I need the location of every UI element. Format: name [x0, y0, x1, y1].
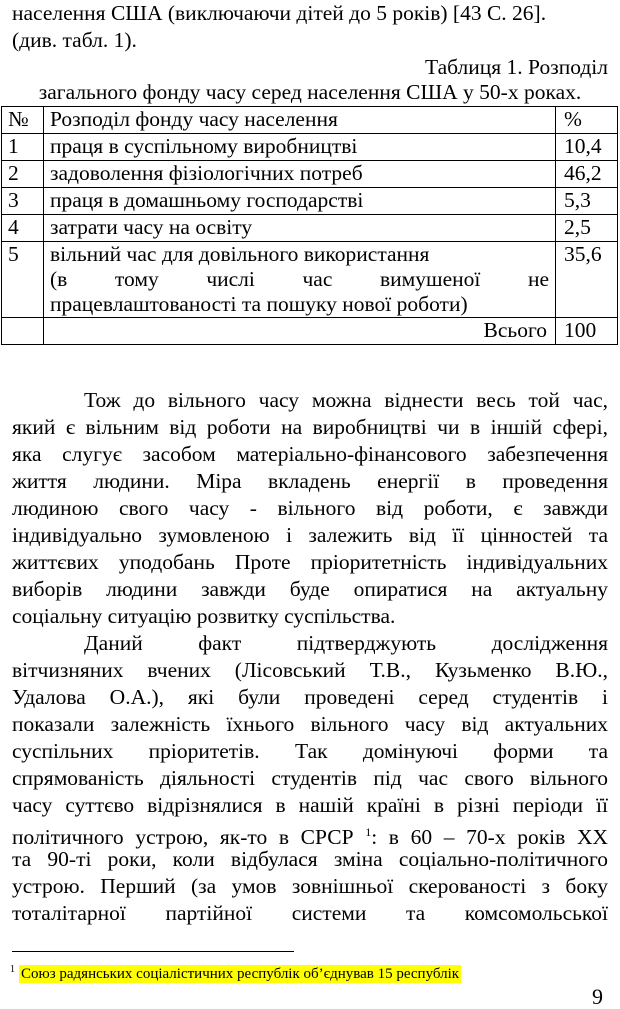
- paragraph-line: устрою. Перший (за умов зовнішньої скерованості з боку: [12, 874, 608, 898]
- paragraph-line: виборів людини завжди буде опиратися на актуальну: [12, 577, 608, 601]
- table-row: [2, 188, 618, 215]
- paragraph-line: тоталітарної партійної системи та комсомольської: [12, 901, 608, 925]
- row-label: праця в суспільному виробництві: [44, 134, 556, 161]
- paragraph-line: часу суттєво відрізнялися в нашій країні в різні періоди її: [12, 793, 608, 817]
- row-label: [44, 242, 556, 318]
- text-line: населення США (виключаючи дітей до 5 років) [43 С. 26].: [12, 1, 547, 25]
- row-label-line: (в тому числі час вимушеної не: [50, 267, 549, 291]
- page-number: 9: [592, 984, 603, 1009]
- paragraph-line: показали залежність їхнього вільного часу від актуальних: [12, 712, 608, 736]
- paragraph-line: індивідуально зумовленою і залежить від її цінностей та: [12, 523, 608, 547]
- row-label: задоволення фізіологічних потреб: [44, 161, 556, 188]
- paragraph-line: який є вільним від роботи на виробництві чи в іншій сфері,: [12, 415, 608, 439]
- paragraph-line: Удалова О.А.), які були проведені серед студентів і: [12, 685, 608, 709]
- table-caption-subtitle: загального фонду часу серед населення США у 50-х роках.: [38, 80, 582, 104]
- footnote-reference[interactable]: 1: [365, 825, 372, 839]
- paragraph-line: спрямованість діяльності студентів під час свого вільного: [12, 766, 608, 790]
- table-total-row: [2, 318, 618, 345]
- text-line: (див. табл. 1).: [12, 28, 137, 52]
- total-label: Всього: [44, 318, 556, 345]
- row-number: 2: [2, 161, 44, 188]
- table-row: [2, 215, 618, 242]
- row-label-line: вільний час для довільного використання: [50, 242, 430, 266]
- row-label: затрати часу на освіту: [44, 215, 556, 242]
- row-number: 5: [2, 242, 44, 318]
- row-percent: 35,6: [556, 242, 618, 318]
- paragraph-line: життєвих уподобань Проте пріоритетність індивідуальних: [12, 550, 608, 574]
- row-percent: 46,2: [556, 161, 618, 188]
- row-label: праця в домашньому господарстві: [44, 188, 556, 215]
- header-distribution: Розподіл фонду часу населення: [44, 107, 556, 134]
- text-fragment: : в 60 – 70-х років XX: [371, 825, 608, 849]
- paragraph-line: вітчизняних вчених (Лісовський Т.В., Кузьменко В.Ю.,: [12, 658, 608, 682]
- paragraph-line: соціальну ситуацію розвитку суспільства.: [12, 604, 396, 628]
- row-number: 1: [2, 134, 44, 161]
- header-percent: %: [556, 107, 618, 134]
- row-percent: 10,4: [556, 134, 618, 161]
- table-header-row: [2, 107, 618, 134]
- footnote-text: Союз радянських соціалістичних республік об’єднував 15 республік: [21, 966, 460, 982]
- total-value: 100: [556, 318, 618, 345]
- row-number: 4: [2, 215, 44, 242]
- footnote-separator: [12, 951, 294, 952]
- row-percent: 5,3: [556, 188, 618, 215]
- table-row: [2, 242, 618, 318]
- table-row: [2, 134, 618, 161]
- paragraph-line: суспільних пріоритетів. Так домінуючі форми та: [12, 739, 608, 763]
- header-number: №: [2, 107, 44, 134]
- table-row: [2, 161, 618, 188]
- time-distribution-table: [1, 106, 618, 345]
- text-fragment: політичного устрою, як-то в СРСР: [12, 825, 366, 849]
- paragraph-line: яка слугує засобом матеріально-фінансового забезпечення: [12, 442, 608, 466]
- row-percent: 2,5: [556, 215, 618, 242]
- total-empty-cell: [2, 318, 44, 345]
- row-number: 3: [2, 188, 44, 215]
- footnote: [10, 960, 461, 984]
- paragraph-line: людиною свого часу - вільного від роботи, є завжди: [12, 496, 608, 520]
- paragraph-line: та 90-ті роки, коли відбулася зміна соціально-політичного: [12, 847, 608, 871]
- paragraph-line: Даний факт підтверджують дослідження: [84, 631, 608, 655]
- paragraph-line: життя людини. Міра вкладень енергії в проведення: [12, 469, 608, 493]
- table-caption-title: Таблиця 1. Розподіл: [425, 55, 608, 79]
- footnote-marker: 1: [10, 964, 15, 975]
- row-label-line: працевлаштованості та пошуку нової роботи): [50, 292, 468, 316]
- paragraph-line: Тож до вільного часу можна віднести весь той час,: [84, 388, 608, 412]
